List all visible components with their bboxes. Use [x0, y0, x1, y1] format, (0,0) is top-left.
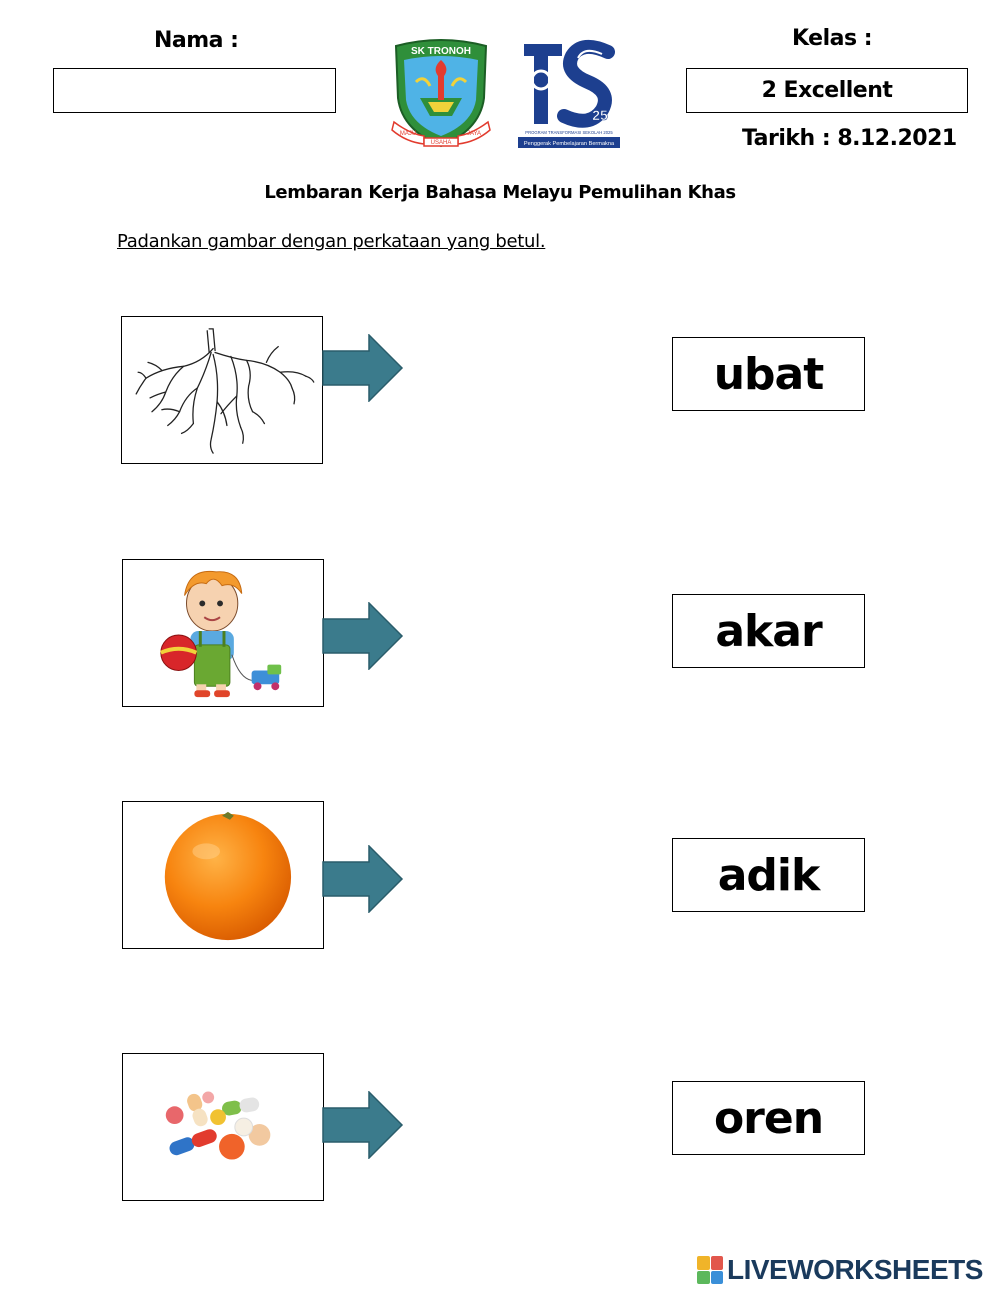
school-name-text: SK TRONOH — [411, 46, 471, 57]
nama-input[interactable] — [53, 68, 336, 113]
word-text-4: oren — [713, 1092, 824, 1144]
word-text-3: adik — [717, 849, 820, 901]
word-card-4[interactable] — [672, 1081, 865, 1155]
arrow-icon-2 — [322, 602, 404, 670]
worksheet-title: Lembaran Kerja Bahasa Melayu Pemulihan Khas — [264, 182, 736, 203]
pills-icon — [123, 1054, 323, 1200]
liveworksheets-brand — [697, 1254, 983, 1286]
word-card-1[interactable] — [672, 337, 865, 411]
liveworksheets-logo-icon — [697, 1256, 723, 1284]
word-card-3[interactable] — [672, 838, 865, 912]
motto-left-text: MAJU — [399, 131, 417, 137]
nama-label: Nama : — [154, 28, 239, 53]
roots-icon — [122, 317, 322, 463]
arrow-icon-1 — [322, 334, 404, 402]
school-crest-logo — [390, 38, 492, 150]
motto-right-text: JAYA — [466, 131, 482, 137]
instruction-text: Padankan gambar dengan perkataan yang betul. — [117, 231, 546, 252]
motto-bottom-text: USAHA — [430, 140, 452, 146]
picture-box-2 — [122, 559, 324, 707]
picture-box-4 — [122, 1053, 324, 1201]
kelas-label: Kelas : — [792, 26, 873, 51]
boy-icon — [123, 560, 323, 706]
picture-box-1 — [121, 316, 323, 464]
brand-text: LIVEWORKSHEETS — [727, 1254, 983, 1285]
word-text-2: akar — [715, 605, 822, 657]
kelas-field — [686, 68, 968, 113]
ts25-logo — [516, 38, 622, 150]
ts-caption-text: PROGRAM TRANSFORMASI SEKOLAH 2025 — [525, 130, 613, 135]
word-card-2[interactable] — [672, 594, 865, 668]
ts-tagline-text: Penggerak Pembelajaran Bermakna — [523, 141, 615, 147]
orange-icon — [123, 802, 323, 948]
tarikh-date: Tarikh : 8.12.2021 — [742, 126, 957, 151]
arrow-icon-3 — [322, 845, 404, 913]
kelas-value: 2 Excellent — [761, 78, 893, 103]
picture-box-3 — [122, 801, 324, 949]
arrow-icon-4 — [322, 1091, 404, 1159]
ts-number-text: 25 — [592, 107, 608, 123]
word-text-1: ubat — [713, 348, 824, 400]
